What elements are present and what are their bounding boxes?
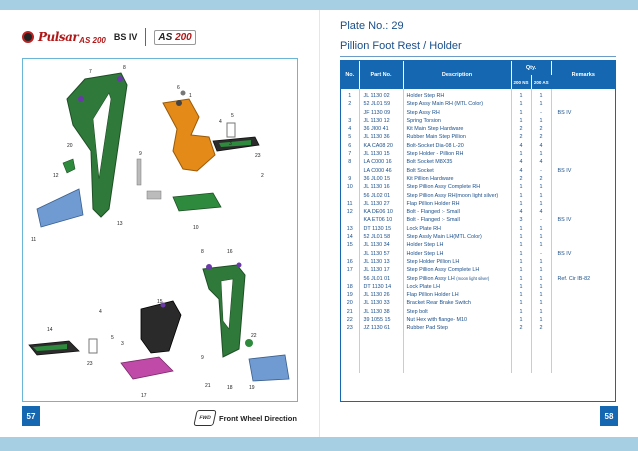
cell-qty-as: 1	[531, 150, 551, 158]
variant-badge	[154, 30, 195, 45]
cell-part-no: JL 1130 02	[359, 89, 403, 100]
cell-remarks	[551, 225, 615, 233]
callout-11: 11	[31, 237, 37, 243]
cell-no	[341, 216, 359, 224]
col-header-remarks: Remarks	[551, 61, 615, 89]
callout-12: 12	[53, 173, 59, 179]
cell-qty-as: 1	[531, 117, 551, 125]
cell-description: Step Holder Pillion LH	[403, 258, 511, 266]
col-header-qty-ns: 200 NS	[511, 75, 531, 89]
callout-20: 20	[67, 143, 73, 149]
cell-qty-ns: 1	[511, 316, 531, 324]
step-holder-pillion-rh	[163, 99, 215, 171]
cell-description: Bolt-Socket Dia-08 L-20	[403, 142, 511, 150]
col-header-part-no: Part No.	[359, 61, 403, 89]
cell-no	[341, 167, 359, 175]
cell-qty-ns: 1	[511, 183, 531, 191]
callout-1: 1	[189, 93, 192, 99]
cell-remarks	[551, 117, 615, 125]
cell-description: Step Assly Main LH(MTL Color)	[403, 233, 511, 241]
cell-remarks	[551, 133, 615, 141]
table-row	[341, 133, 615, 141]
cell-qty-ns: 1	[511, 192, 531, 200]
cell-remarks	[551, 316, 615, 324]
pillion-step-bolt	[137, 159, 141, 185]
callout-7: 7	[89, 69, 92, 75]
table-row	[341, 208, 615, 216]
cell-part-no: KA CA08 20	[359, 142, 403, 150]
cell-part-no: KA DE06 10	[359, 208, 403, 216]
cell-qty-as: 4	[531, 208, 551, 216]
filler-cell	[551, 333, 615, 373]
cell-part-no: 52 JL01 58	[359, 233, 403, 241]
callout-18: 18	[227, 385, 233, 391]
cell-no: 12	[341, 208, 359, 216]
table-row	[341, 125, 615, 133]
cell-no: 10	[341, 183, 359, 191]
cell-no: 18	[341, 283, 359, 291]
cell-qty-ns: 1	[511, 266, 531, 274]
parts-table	[341, 61, 615, 373]
cell-remarks	[551, 200, 615, 208]
cell-part-no: 36 JI00 41	[359, 125, 403, 133]
cell-part-no: JL 1130 57	[359, 250, 403, 258]
cell-description: Lock Plate LH	[403, 283, 511, 291]
cell-qty-as: -	[531, 109, 551, 117]
table-row	[341, 250, 615, 258]
cell-description: Rubber Pad Step	[403, 324, 511, 332]
cell-part-no: KA ET06 10	[359, 216, 403, 224]
callout-16: 16	[227, 249, 233, 255]
col-header-qty-as: 200 AS	[531, 75, 551, 89]
cell-part-no: 36 JL00 15	[359, 175, 403, 183]
flap-pillion-holder-rh	[37, 189, 83, 227]
flap-pillion-holder-lh	[249, 355, 289, 381]
plate-number: Plate No.: 29	[340, 20, 404, 32]
cell-qty-as: 1	[531, 266, 551, 274]
cell-qty-ns: 4	[511, 158, 531, 166]
cell-qty-ns: 1	[511, 109, 531, 117]
cell-part-no: JL 1130 38	[359, 308, 403, 316]
cell-part-no: JL 1130 34	[359, 241, 403, 249]
cell-remarks	[551, 291, 615, 299]
cell-qty-as: 2	[531, 175, 551, 183]
cell-no: 22	[341, 316, 359, 324]
cell-qty-ns: 3	[511, 216, 531, 224]
cell-no: 17	[341, 266, 359, 274]
table-row	[341, 117, 615, 125]
cell-qty-ns: 2	[511, 133, 531, 141]
bolt-icon	[181, 91, 186, 96]
cell-part-no: JL 1130 16	[359, 183, 403, 191]
cell-description: Holder Step LH	[403, 250, 511, 258]
callout-6: 6	[177, 85, 180, 91]
cell-no: 23	[341, 324, 359, 332]
cell-no: 2	[341, 100, 359, 108]
cell-description: Step Pillion Assy RH(moon light silver)	[403, 192, 511, 200]
table-row	[341, 324, 615, 332]
cell-description: Lock Plate RH	[403, 225, 511, 233]
cell-remarks	[551, 183, 615, 191]
cell-description: Flap Pillion Holder RH	[403, 200, 511, 208]
cell-qty-ns: 1	[511, 89, 531, 100]
cell-remarks	[551, 208, 615, 216]
bolt-icon	[176, 100, 182, 106]
cell-description: Bolt - Flanged :- Small	[403, 208, 511, 216]
cell-qty-as: -	[531, 216, 551, 224]
cell-no: 14	[341, 233, 359, 241]
variant-prefix: AS	[158, 31, 173, 43]
cell-no: 9	[341, 175, 359, 183]
filler-cell	[359, 333, 403, 373]
cell-description: Kit Pillion Hardware	[403, 175, 511, 183]
cell-remarks	[551, 283, 615, 291]
cell-no: 6	[341, 142, 359, 150]
front-wheel-direction	[195, 410, 297, 426]
callout-21: 21	[205, 383, 211, 389]
cell-no: 15	[341, 241, 359, 249]
cell-no: 5	[341, 133, 359, 141]
cell-qty-ns: 4	[511, 208, 531, 216]
cell-no: 21	[341, 308, 359, 316]
variant-number: 200	[175, 31, 192, 43]
filler-cell	[341, 333, 359, 373]
callout-4b: 4	[99, 309, 102, 315]
cell-qty-as: 2	[531, 133, 551, 141]
cell-part-no: JZ 1130 61	[359, 324, 403, 332]
cell-remarks: BS IV	[557, 217, 572, 224]
cell-no: 1	[341, 89, 359, 100]
cell-qty-ns: 1	[511, 241, 531, 249]
cell-part-no: JL 1130 36	[359, 133, 403, 141]
cell-description: Bolt Socket	[403, 167, 511, 175]
description-text: Step Pillion Assy LH	[406, 275, 455, 282]
pillion-step-bolt	[147, 191, 161, 199]
cell-qty-ns: 4	[511, 167, 531, 175]
cell-description: Step Holder - Pillion RH	[403, 150, 511, 158]
cell-qty-ns: 1	[511, 250, 531, 258]
cell-qty-ns: 2	[511, 175, 531, 183]
callout-3b: 3	[121, 341, 124, 347]
callout-5b: 5	[111, 335, 114, 341]
cell-part-no: JL 1130 33	[359, 299, 403, 307]
cell-qty-as: 1	[531, 308, 551, 316]
cell-remarks	[551, 299, 615, 307]
cell-qty-ns: 1	[511, 200, 531, 208]
cell-qty-as: 4	[531, 142, 551, 150]
table-row	[341, 167, 615, 175]
cell-no	[341, 250, 359, 258]
table-row	[341, 192, 615, 200]
cell-qty-ns: 1	[511, 225, 531, 233]
callout-22: 22	[251, 333, 257, 339]
cell-description: Holder Step LH	[403, 241, 511, 249]
cell-qty-as: 1	[531, 225, 551, 233]
callout-17: 17	[141, 393, 147, 399]
cell-part-no: JL 1130 15	[359, 150, 403, 158]
cell-remarks	[551, 125, 615, 133]
cell-remarks: Ref. Cir IB-82	[557, 275, 591, 282]
callout-19: 19	[249, 385, 255, 391]
table-row	[341, 283, 615, 291]
table-row	[341, 233, 615, 241]
header-divider	[145, 28, 146, 46]
bolt-icon	[237, 263, 242, 268]
table-row	[341, 89, 615, 100]
step-pillion-rh	[173, 193, 221, 211]
nut-hex-flange	[245, 339, 253, 347]
callout-10: 10	[193, 225, 199, 231]
cell-description: Bolt - Flanged :- Small	[403, 216, 511, 224]
table-row	[341, 175, 615, 183]
bolt-icon	[78, 96, 84, 102]
cell-no	[341, 275, 359, 283]
cell-qty-as: 1	[531, 275, 551, 283]
brand-badge-icon	[22, 31, 34, 43]
cell-part-no: LA C000 46	[359, 167, 403, 175]
parts-table-frame	[340, 60, 616, 402]
cell-no: 13	[341, 225, 359, 233]
table-row	[341, 183, 615, 191]
cell-description: Bracket Rear Brake Switch	[403, 299, 511, 307]
cell-part-no: 56 JL02 01	[359, 192, 403, 200]
brand-model: AS 200	[79, 35, 106, 45]
fwd-arrow-icon: FWD	[193, 410, 216, 426]
cell-remarks: BS IV	[557, 250, 572, 257]
callout-15: 15	[157, 299, 163, 305]
cell-description	[403, 275, 511, 283]
cell-part-no: JL 1130 13	[359, 258, 403, 266]
cell-remarks	[551, 175, 615, 183]
cell-no	[341, 192, 359, 200]
table-row	[341, 109, 615, 117]
cell-part-no: JL 1130 17	[359, 266, 403, 274]
cell-part-no: DT 1130 14	[359, 283, 403, 291]
cell-description: Bolt Socket M8X35	[403, 158, 511, 166]
filler-cell	[511, 333, 531, 373]
callout-23: 23	[255, 153, 261, 159]
table-filler-row	[341, 333, 615, 373]
callout-8: 8	[123, 65, 126, 71]
cell-part-no: 52 JL01 59	[359, 100, 403, 108]
cell-qty-as: 1	[531, 200, 551, 208]
table-row	[341, 225, 615, 233]
cell-remarks	[551, 150, 615, 158]
cell-part-no: JF 1130 09	[359, 109, 403, 117]
cell-remarks	[551, 233, 615, 241]
cell-qty-ns: 1	[511, 100, 531, 108]
cell-qty-ns: 1	[511, 299, 531, 307]
front-wheel-direction-label: Front Wheel Direction	[219, 413, 297, 423]
callout-3: 3	[229, 141, 232, 147]
callout-4: 4	[219, 119, 222, 125]
col-header-description: Description	[403, 61, 511, 89]
cell-part-no: JL 1130 27	[359, 200, 403, 208]
cell-description: Spring Torsion	[403, 117, 511, 125]
table-row	[341, 150, 615, 158]
cell-no: 19	[341, 291, 359, 299]
cell-qty-as: 1	[531, 258, 551, 266]
cell-remarks	[551, 192, 615, 200]
step-pillion-lh	[121, 357, 173, 379]
col-header-qty: Qty.	[511, 61, 551, 75]
table-row	[341, 275, 615, 283]
cell-remarks: BS IV	[557, 167, 572, 174]
cell-remarks: BS IV	[557, 109, 572, 116]
table-row	[341, 200, 615, 208]
bracket-rear-brake-switch	[63, 159, 75, 173]
cell-qty-as: 1	[531, 241, 551, 249]
cell-no: 16	[341, 258, 359, 266]
filler-cell	[531, 333, 551, 373]
cell-description: Step Assy RH	[403, 109, 511, 117]
cell-part-no: 56 JL01 01	[359, 275, 403, 283]
cell-part-no: JL 1130 26	[359, 291, 403, 299]
cell-description: Kit Main Step Hardware	[403, 125, 511, 133]
cell-qty-as: 1	[531, 283, 551, 291]
cell-qty-ns: 1	[511, 117, 531, 125]
cell-qty-as: 2	[531, 125, 551, 133]
cell-qty-ns: 1	[511, 233, 531, 241]
cell-qty-as: -	[531, 250, 551, 258]
table-row	[341, 216, 615, 224]
cell-no	[341, 109, 359, 117]
page-number-right: 58	[600, 406, 618, 426]
cell-qty-as: 1	[531, 291, 551, 299]
page-number-left: 57	[22, 406, 40, 426]
callout-5: 5	[231, 113, 234, 119]
table-row	[341, 100, 615, 108]
table-row	[341, 142, 615, 150]
cell-description: Flap Pillion Holder LH	[403, 291, 511, 299]
cell-no: 20	[341, 299, 359, 307]
callout-9: 9	[139, 151, 142, 157]
callout-8b: 8	[201, 249, 204, 255]
page-gutter	[319, 10, 320, 437]
cell-part-no: JL 1130 12	[359, 117, 403, 125]
table-row	[341, 241, 615, 249]
callout-23b: 23	[87, 361, 93, 367]
spring-torsion-lh	[89, 339, 97, 353]
callout-2: 2	[261, 173, 264, 179]
cell-qty-ns: 1	[511, 150, 531, 158]
cell-qty-as: 4	[531, 158, 551, 166]
diagram-canvas	[23, 59, 299, 403]
cell-remarks	[551, 241, 615, 249]
cell-no: 3	[341, 117, 359, 125]
cell-description: Rubber Main Step Pillion	[403, 133, 511, 141]
table-row	[341, 158, 615, 166]
callout-13: 13	[117, 221, 123, 227]
cell-qty-as: 1	[531, 316, 551, 324]
cell-no: 11	[341, 200, 359, 208]
cell-qty-as: 1	[531, 233, 551, 241]
cell-qty-ns: 1	[511, 308, 531, 316]
cell-description: Step Pillion Assy Complete RH	[403, 183, 511, 191]
cell-remarks	[551, 89, 615, 100]
cell-remarks	[551, 100, 615, 108]
table-row	[341, 266, 615, 274]
emission-label: BS IV	[113, 32, 138, 42]
cell-qty-as: -	[531, 167, 551, 175]
bolt-icon	[117, 76, 123, 82]
bolt-icon	[206, 264, 212, 270]
cell-qty-ns: 4	[511, 142, 531, 150]
brand-header	[22, 28, 196, 46]
col-header-no: No.	[341, 61, 359, 89]
callout-14: 14	[47, 327, 53, 333]
cell-remarks	[551, 142, 615, 150]
cell-description: Holder Step RH	[403, 89, 511, 100]
cell-remarks	[551, 158, 615, 166]
cell-qty-ns: 2	[511, 324, 531, 332]
cell-remarks	[551, 308, 615, 316]
cell-part-no: DT 1130 15	[359, 225, 403, 233]
cell-remarks	[551, 266, 615, 274]
table-row	[341, 308, 615, 316]
cell-description: Step Pillion Assy Complete LH	[403, 266, 511, 274]
cell-qty-ns: 1	[511, 275, 531, 283]
filler-cell	[403, 333, 511, 373]
table-row	[341, 291, 615, 299]
table-row	[341, 258, 615, 266]
cell-description: Step bolt	[403, 308, 511, 316]
callout-9b: 9	[201, 355, 204, 361]
cell-part-no: 39 1055 15	[359, 316, 403, 324]
table-row	[341, 316, 615, 324]
parts-table-body	[341, 89, 615, 373]
cell-qty-ns: 1	[511, 258, 531, 266]
cell-remarks	[551, 324, 615, 332]
exploded-parts-diagram	[22, 58, 298, 402]
cell-qty-ns: 1	[511, 283, 531, 291]
plate-title: Pillion Foot Rest / Holder	[340, 40, 462, 52]
step-holder-pillion-lh	[141, 301, 181, 353]
top-band	[0, 0, 638, 10]
cell-qty-ns: 1	[511, 291, 531, 299]
brand-logo: Pulsar	[38, 30, 79, 44]
cell-no: 8	[341, 158, 359, 166]
cell-description: Nut Hex with flange- M10	[403, 316, 511, 324]
cell-part-no: LA C000 16	[359, 158, 403, 166]
cell-remarks	[551, 258, 615, 266]
bottom-band	[0, 437, 638, 451]
cell-no: 4	[341, 125, 359, 133]
cell-qty-as: 1	[531, 299, 551, 307]
cell-no: 7	[341, 150, 359, 158]
cell-qty-as: 1	[531, 89, 551, 100]
table-row	[341, 299, 615, 307]
spring-torsion	[227, 123, 235, 137]
cell-qty-as: 1	[531, 100, 551, 108]
cell-description: Step Assy Main RH (MTL Color)	[403, 100, 511, 108]
cell-qty-as: 1	[531, 192, 551, 200]
cell-qty-as: 1	[531, 183, 551, 191]
cell-qty-ns: 2	[511, 125, 531, 133]
description-note: (moon light silver)	[456, 275, 490, 281]
title-rule	[340, 56, 616, 57]
cell-qty-as: 2	[531, 324, 551, 332]
